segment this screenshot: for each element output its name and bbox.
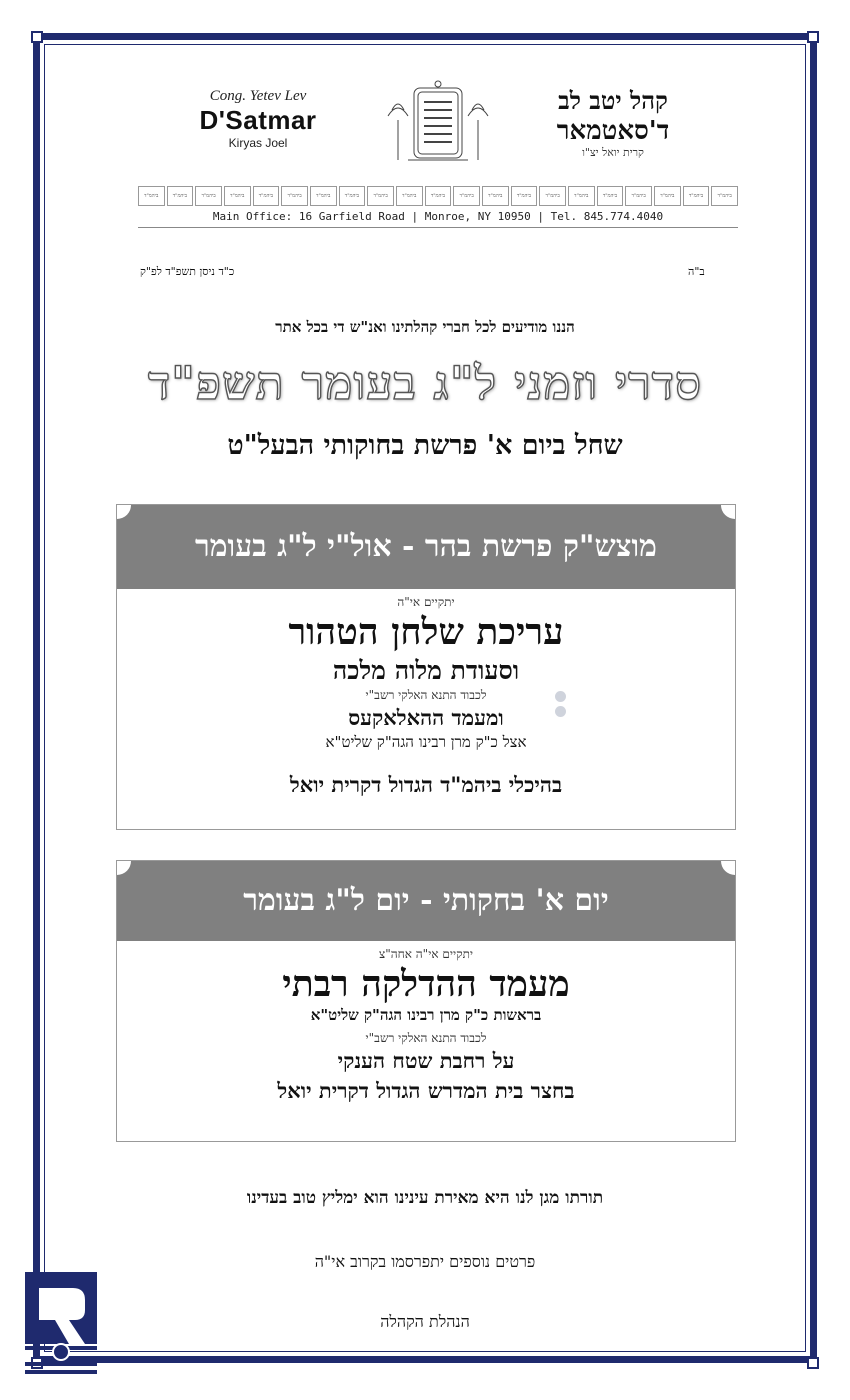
institution-label: ביהמ"ד	[367, 186, 394, 206]
event-location: בחצר בית המדרש הגדול דקרית יואל	[277, 1078, 575, 1103]
institution-label: ביהמ"ד	[167, 186, 194, 206]
decorative-dots	[555, 691, 566, 721]
institution-label: ביהמ"ד	[195, 186, 222, 206]
event-line: לכבוד התנא האלקי רשב"י	[365, 1031, 487, 1045]
institution-label: ביהמ"ד	[224, 186, 251, 206]
institution-label: ביהמ"ד	[597, 186, 624, 206]
event-line: וסעודת מלוה מלכה	[332, 656, 520, 685]
corner-ornament	[31, 31, 43, 43]
congregation-arc-text: Cong. Yetev Lev	[209, 88, 307, 104]
institutions-strip	[138, 186, 738, 206]
institution-label: ביהמ"ד	[511, 186, 538, 206]
event-box-sunday	[116, 860, 736, 1142]
event-line: אצל כ"ק מרן רבינו הגה"ק שליט"א	[325, 733, 527, 751]
institution-label: ביהמ"ד	[339, 186, 366, 206]
event-box-header: מוצש"ק פרשת בהר - אול"י ל"ג בעומר	[117, 505, 735, 589]
corner-ornament	[807, 1357, 819, 1369]
institution-label: ביהמ"ד	[138, 186, 165, 206]
corner-ornament	[807, 31, 819, 43]
city-name: Kiryas Joel	[228, 136, 288, 150]
page-title: סדרי וזמני ל"ג בעומר תשפ"ד	[147, 356, 703, 410]
event-line: יתקיים אי"ה	[397, 595, 455, 609]
event-main-heading: מעמד ההדלקה רבתי	[282, 963, 570, 1005]
letterhead	[138, 80, 738, 235]
event-box-header: יום א' בחקותי - יום ל"ג בעומר	[117, 861, 735, 941]
institution-label: ביהמ"ד	[453, 186, 480, 206]
main-office-address: Main Office: 16 Garfield Road | Monroe, NY 10950 | Tel. 845.774.4040	[138, 210, 738, 228]
institution-label: ביהמ"ד	[539, 186, 566, 206]
hebrew-date: כ"ד ניסן תשפ"ד לפ"ק	[140, 265, 235, 278]
intro-line: הננו מודיעים לכל חברי קהלתינו ואנ"ש די בכל אתר	[275, 318, 575, 336]
event-line: יתקיים אי"ה אחה"צ	[378, 947, 474, 961]
event-main-heading: עריכת שלחן הטהור	[288, 611, 564, 653]
event-location: בהיכלי ביהמ"ד הגדול דקרית יואל	[289, 772, 563, 797]
institution-label: ביהמ"ד	[310, 186, 337, 206]
institution-label: ביהמ"ד	[253, 186, 280, 206]
publisher-logo-icon	[25, 1272, 97, 1382]
institution-label: ביהמ"ד	[625, 186, 652, 206]
closing-blessing: תורתו מגן לנו היא מאירת עינינו הוא ימליץ טוב בעדינו	[246, 1188, 604, 1208]
closing-details-note: פרטים נוספים יתפרסמו בקרוב אי"ה	[314, 1252, 536, 1271]
page-subtitle: שחל ביום א' פרשת בחוקותי הבעל"ט	[227, 430, 623, 461]
congregation-hebrew-line2: ד'סאטמאר	[556, 116, 670, 146]
event-line: לכבוד התנא האלקי רשב"י	[365, 688, 487, 702]
bh-mark: ב"ה	[688, 265, 705, 278]
congregation-name: D'Satmar	[199, 105, 317, 135]
institution-label: ביהמ"ד	[482, 186, 509, 206]
institution-label: ביהמ"ד	[568, 186, 595, 206]
institution-label: ביהמ"ד	[683, 186, 710, 206]
congregation-hebrew-city: קרית יואל יצ"ו	[582, 146, 644, 159]
event-box-body	[117, 947, 735, 1106]
institution-label: ביהמ"ד	[281, 186, 308, 206]
event-line: על רחבת שטח הענקי	[337, 1048, 515, 1073]
institution-label: ביהמ"ד	[396, 186, 423, 206]
signature-line: הנהלת הקהלה	[380, 1312, 470, 1331]
event-box-body	[117, 595, 735, 798]
congregation-seal-icon	[378, 80, 498, 168]
letterhead-hebrew	[528, 86, 698, 159]
letterhead-english	[178, 88, 338, 150]
event-line: בראשות כ"ק מרן רבינו הגה"ק שליט"א	[310, 1006, 542, 1024]
congregation-hebrew-line1: קהל יטב לב	[558, 86, 668, 115]
institution-label: ביהמ"ד	[711, 186, 738, 206]
event-box-saturday-night	[116, 504, 736, 830]
event-line: ומעמד ההאלאקעס	[348, 705, 504, 730]
institution-label: ביהמ"ד	[425, 186, 452, 206]
institution-label: ביהמ"ד	[654, 186, 681, 206]
